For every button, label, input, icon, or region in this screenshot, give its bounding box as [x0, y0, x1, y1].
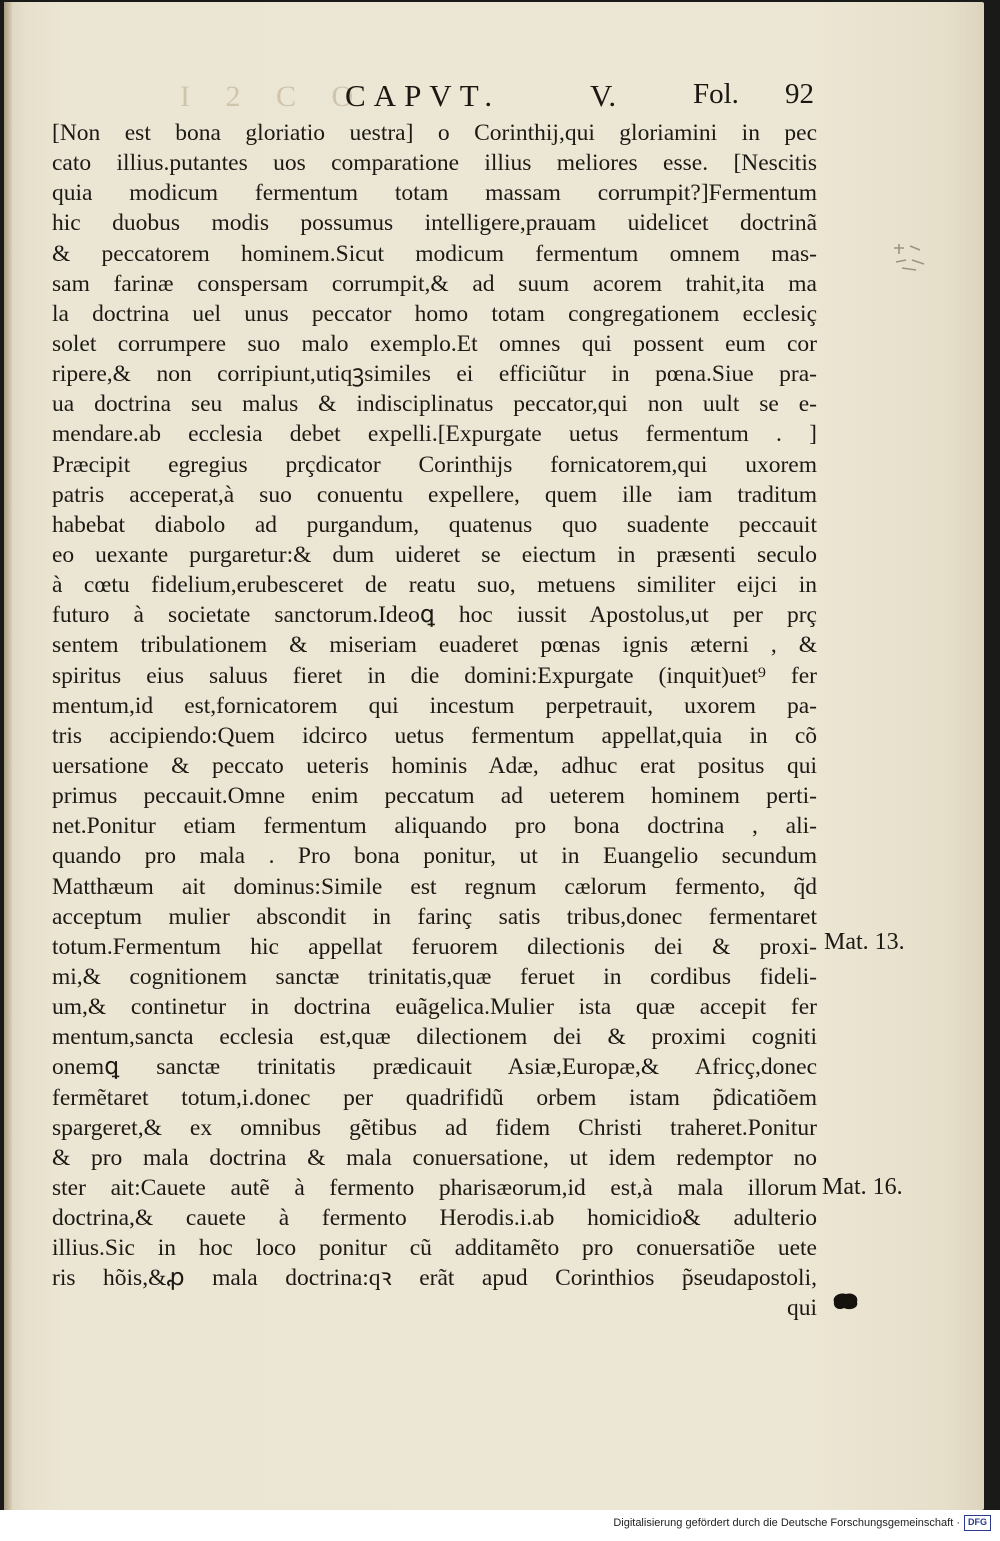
text-line: habebat diabolo ad purgandum, quatenus quo suadente peccauit: [52, 511, 817, 538]
text-line: quando pro mala . Pro bona ponitur, ut in Euangelio secundum: [52, 843, 817, 870]
text-line: net.Ponitur etiam fermentum aliquando pro bona doctrina , ali-: [52, 813, 817, 840]
text-line: hic duobus modis possumus intelligere,prauam uidelicet doctrinã: [52, 210, 817, 237]
header-title: CAPVT.: [345, 78, 501, 113]
text-line: spiritus eius saluus fieret in die domini:Expurgate (inquit)uet⁹ fer: [52, 662, 817, 689]
text-line: mentum,sancta ecclesia est,quæ dilectionem dei & proximi cogniti: [52, 1024, 817, 1051]
text-line: mendare.ab ecclesia debet expelli.[Expurgate uetus fermentum . ]: [52, 421, 817, 448]
digitization-footer: [0, 1510, 1000, 1541]
text-line: mi,& cognitionem sanctæ trinitatis,quæ feruet in cordibus fideli-: [52, 963, 817, 990]
running-header: [180, 78, 830, 118]
text-line: futuro à societate sanctorum.Ideoꝗ hoc iussit Apostolus,ut per prç: [52, 602, 817, 629]
text-line: sam farinæ conspersam corrumpit,& ad suum acorem trahit,ita ma: [52, 270, 817, 297]
text-line: ripere,& non corripiunt,utiqꝫsimiles ei efficiũtur in pœna.Siue pra-: [52, 361, 817, 388]
show-through-text: I 2 C O: [180, 80, 368, 113]
text-line: cato illius.putantes uos comparatione illius meliores esse. [Nescitis: [52, 150, 817, 177]
footer-credit: Digitalisierung gefördert durch die Deutsche Forschungsgemeinschaft ·: [613, 1517, 960, 1529]
text-line: patris acceperat,à suo conuentu expellere, quem ille iam traditum: [52, 481, 817, 508]
catchword: qui: [786, 1295, 817, 1322]
text-line: ster ait:Cauete autẽ à fermento pharisæorum,id est,à mala illorum: [52, 1174, 817, 1201]
faded-margin-mark: [890, 240, 930, 274]
text-line: spargeret,& ex omnibus gẽtibus ad fidem Christi traheret.Ponitur: [52, 1114, 817, 1141]
text-line: & pro mala doctrina & mala conuersatione, ut idem redemptor no: [52, 1144, 817, 1171]
header-folio-label: Fol.: [693, 78, 739, 110]
header-chapter-number: V.: [590, 78, 617, 113]
text-line: illius.Sic in hoc loco ponitur cũ additamẽto pro conuersatiõe uete: [52, 1235, 817, 1262]
text-line: Præcipit egregius prçdicator Corinthijs fornicatorem,qui uxorem: [52, 451, 817, 478]
text-line: acceptum mulier abscondit in farinç satis tribus,donec fermentaret: [52, 903, 817, 930]
text-line: fermẽtaret totum,i.donec per quadrifidũ orbem istam p̃dicatiõem: [52, 1084, 817, 1111]
margin-note-mat-13: Mat. 13.: [824, 929, 905, 955]
text-line: totum.Fermentum hic appellat feruorem dilectionis dei & proxi-: [52, 933, 817, 960]
header-folio-number: 92: [785, 78, 814, 110]
text-line: solet corrumpere suo malo exemplo.Et omnes qui possent eum cor: [52, 330, 817, 357]
page-gutter-shadow: [4, 2, 12, 1510]
text-line: tris accipiendo:Quem idcirco uetus fermentum appellat,quia in cõ: [52, 722, 817, 749]
margin-note-mat-16: Mat. 16.: [822, 1174, 903, 1200]
text-line: ris hõis,&ꝓ mala doctrina:qꝛ erãt apud Corinthios p̃seudapostoli,: [52, 1265, 817, 1292]
text-line: eo uexante purgaretur:& dum uideret se eiectum in præsenti seculo: [52, 541, 817, 568]
ink-blot: [830, 1290, 860, 1312]
text-line: uersatione & peccato ueteris hominis Adæ, adhuc erat positus qui: [52, 752, 817, 779]
text-line: & peccatorem hominem.Sicut modicum fermentum omnem mas-: [52, 240, 817, 267]
text-line: ua doctrina seu malus & indisciplinatus peccator,qui non uult se e-: [52, 391, 817, 418]
body-text: [52, 118, 817, 1324]
text-line: Matthæum ait dominus:Simile est regnum cælorum fermento, q̃d: [52, 873, 817, 900]
text-line: primus peccauit.Omne enim peccatum ad ueterem hominem perti-: [52, 783, 817, 810]
text-line: mentum,id est,fornicatorem qui incestum perpetrauit, uxorem pa-: [52, 692, 817, 719]
text-line: à cœtu fidelium,erubesceret de reatu suo, metuens similiter eijci in: [52, 572, 817, 599]
text-line: la doctrina uel unus peccator homo totam congregationem ecclesiç: [52, 300, 817, 327]
text-line: [Non est bona gloriatio uestra] o Corinthij,qui gloriamini in pec: [52, 120, 817, 146]
dfg-logo: DFG: [964, 1515, 991, 1531]
text-line: onemꝗ sanctæ trinitatis prædicauit Asiæ,Europæ,& Africç,donec: [52, 1054, 817, 1081]
text-line: quia modicum fermentum totam massam corrumpit?]Fermentum: [52, 180, 817, 207]
text-line: sentem tribulationem & miseriam euaderet pœnas ignis æterni , &: [52, 632, 817, 659]
text-line: um,& continetur in doctrina euãgelica.Mulier ista quæ accepit fer: [52, 994, 817, 1021]
text-line: doctrina,& cauete à fermento Herodis.i.ab homicidio& adulterio: [52, 1205, 817, 1232]
